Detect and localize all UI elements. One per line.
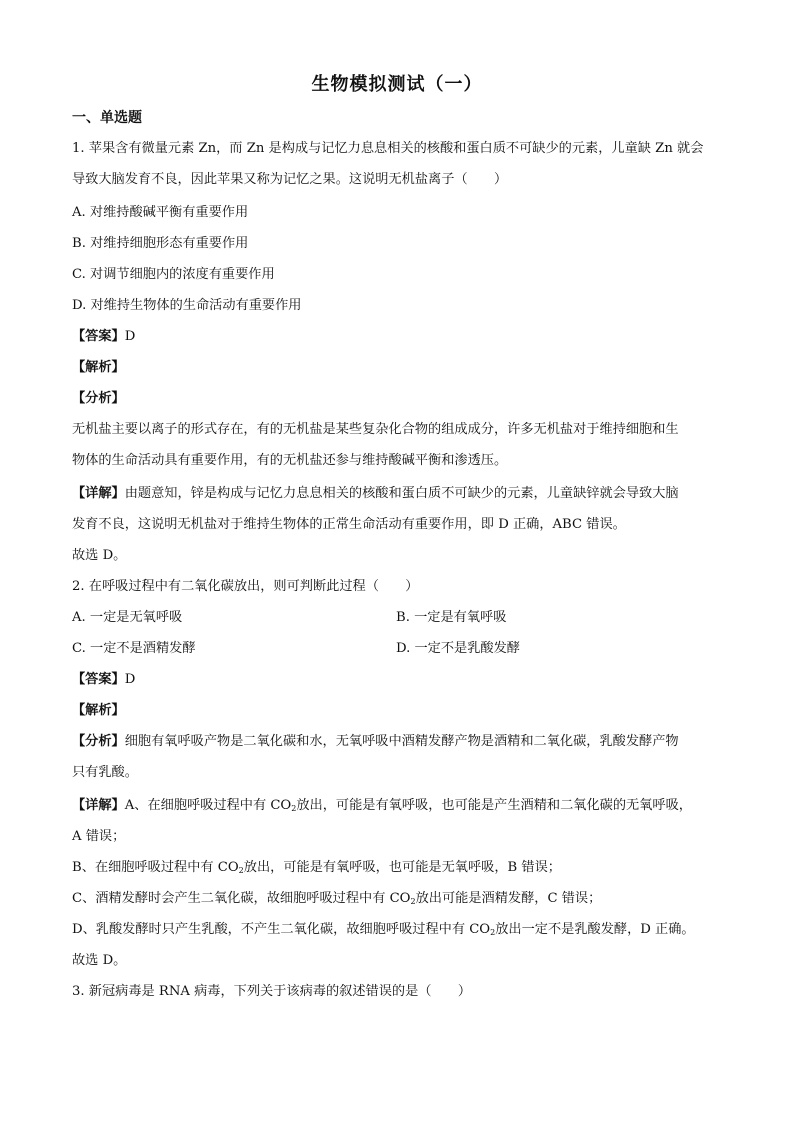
subscript-2: 2 [291, 804, 297, 813]
q1-xiangjie-line-1 [72, 485, 679, 503]
q1-option-c: C. 对调节细胞内的浓度有重要作用 [72, 267, 275, 282]
xiangjie-text: 由题意知，锌是构成与记忆力息息相关的核酸和蛋白质不可缺少的元素，儿童缺锌就会导致大脑 [124, 486, 679, 501]
q2-stem: 2. 在呼吸过程中有二氧化碳放出，则可判断此过程（ ） [72, 579, 419, 594]
q1-jiexi-tag: 【解析】 [72, 360, 125, 375]
q2-option-b: B. 一定是有氧呼吸 [396, 610, 507, 625]
subscript-2: 2 [490, 928, 496, 937]
answer-tag: 【答案】 [72, 329, 125, 344]
q1-option-b: B. 对维持细胞形态有重要作用 [72, 236, 249, 251]
subscript-2: 2 [238, 866, 244, 875]
xiangjie-b-post: 放出，可能是有氧呼吸，也可能是无氧呼吸，B 错误； [243, 860, 561, 875]
q1-stem-line-1: 1. 苹果含有微量元素 Zn，而 Zn 是构成与记忆力息息相关的核酸和蛋白质不可缺少的元素，儿童缺 Zn 就会 [72, 141, 704, 156]
q1-option-d: D. 对维持生物体的生命活动有重要作用 [72, 298, 302, 313]
q2-conclusion: 故选 D。 [72, 953, 127, 968]
q2-xiangjie-a-line-1 [72, 797, 692, 815]
q2-fenxi-line-2: 只有乳酸。 [72, 765, 138, 780]
xiangjie-b-pre: B、在细胞呼吸过程中有 CO [72, 860, 239, 875]
xiangjie-d-pre: D、乳酸发酵时只产生乳酸，不产生二氧化碳，故细胞呼吸过程中有 CO [72, 922, 491, 937]
q2-xiangjie-a-line-2: A 错误； [72, 829, 126, 844]
q1-fenxi-tag: 【分析】 [72, 391, 125, 406]
xiangjie-tag: 【详解】 [72, 486, 125, 501]
xiangjie-c-post: 放出可能是酒精发酵，C 错误； [415, 891, 602, 906]
q1-fenxi-line-2: 物体的生命活动具有重要作用，有的无机盐还参与维持酸碱平衡和渗透压。 [72, 453, 508, 468]
q2-xiangjie-b [72, 859, 561, 877]
q2-xiangjie-d [72, 921, 695, 939]
q1-xiangjie-line-2: 发育不良，这说明无机盐对于维持生物体的正常生命活动有重要作用，即 D 正确，ABC 错误。 [72, 517, 626, 532]
section-heading: 一、单选题 [72, 110, 142, 126]
q1-conclusion: 故选 D。 [72, 548, 127, 563]
q2-option-a: A. 一定是无氧呼吸 [72, 610, 183, 625]
q2-jiexi-tag: 【解析】 [72, 703, 125, 718]
xiangjie-a-post: 放出，可能是有氧呼吸，也可能是产生酒精和二氧化碳的无氧呼吸， [296, 798, 692, 813]
q1-fenxi-line-1: 无机盐主要以离子的形式存在，有的无机盐是某些复杂化合物的组成成分，许多无机盐对于维持细胞和生 [72, 422, 679, 437]
q2-fenxi-line-1 [72, 733, 679, 751]
xiangjie-tag: 【详解】 [72, 798, 125, 813]
answer-value: D [124, 329, 136, 344]
q1-stem-line-2: 导致大脑发育不良，因此苹果又称为记忆之果。这说明无机盐离子（ ） [72, 172, 508, 187]
answer-tag: 【答案】 [72, 672, 125, 687]
q1-answer [72, 328, 135, 346]
xiangjie-d-post: 放出一定不是乳酸发酵，D 正确。 [495, 922, 695, 937]
q1-option-a: A. 对维持酸碱平衡有重要作用 [72, 205, 249, 220]
q2-option-c: C. 一定不是酒精发酵 [72, 641, 196, 656]
q3-stem: 3. 新冠病毒是 RNA 病毒，下列关于该病毒的叙述错误的是（ ） [72, 984, 472, 999]
q2-xiangjie-c [72, 890, 601, 908]
fenxi-text: 细胞有氧呼吸产物是二氧化碳和水，无氧呼吸中酒精发酵产物是酒精和二氧化碳，乳酸发酵产物 [124, 734, 679, 749]
fenxi-tag: 【分析】 [72, 734, 125, 749]
answer-value: D [124, 672, 136, 687]
xiangjie-c-pre: C、酒精发酵时会产生二氧化碳，故细胞呼吸过程中有 CO [72, 891, 411, 906]
q2-answer [72, 671, 135, 689]
q2-option-d: D. 一定不是乳酸发酵 [396, 641, 520, 656]
page-title: 生物模拟测试（一） [311, 74, 483, 95]
xiangjie-a-pre: A、在细胞呼吸过程中有 CO [124, 798, 292, 813]
subscript-2: 2 [410, 897, 416, 906]
